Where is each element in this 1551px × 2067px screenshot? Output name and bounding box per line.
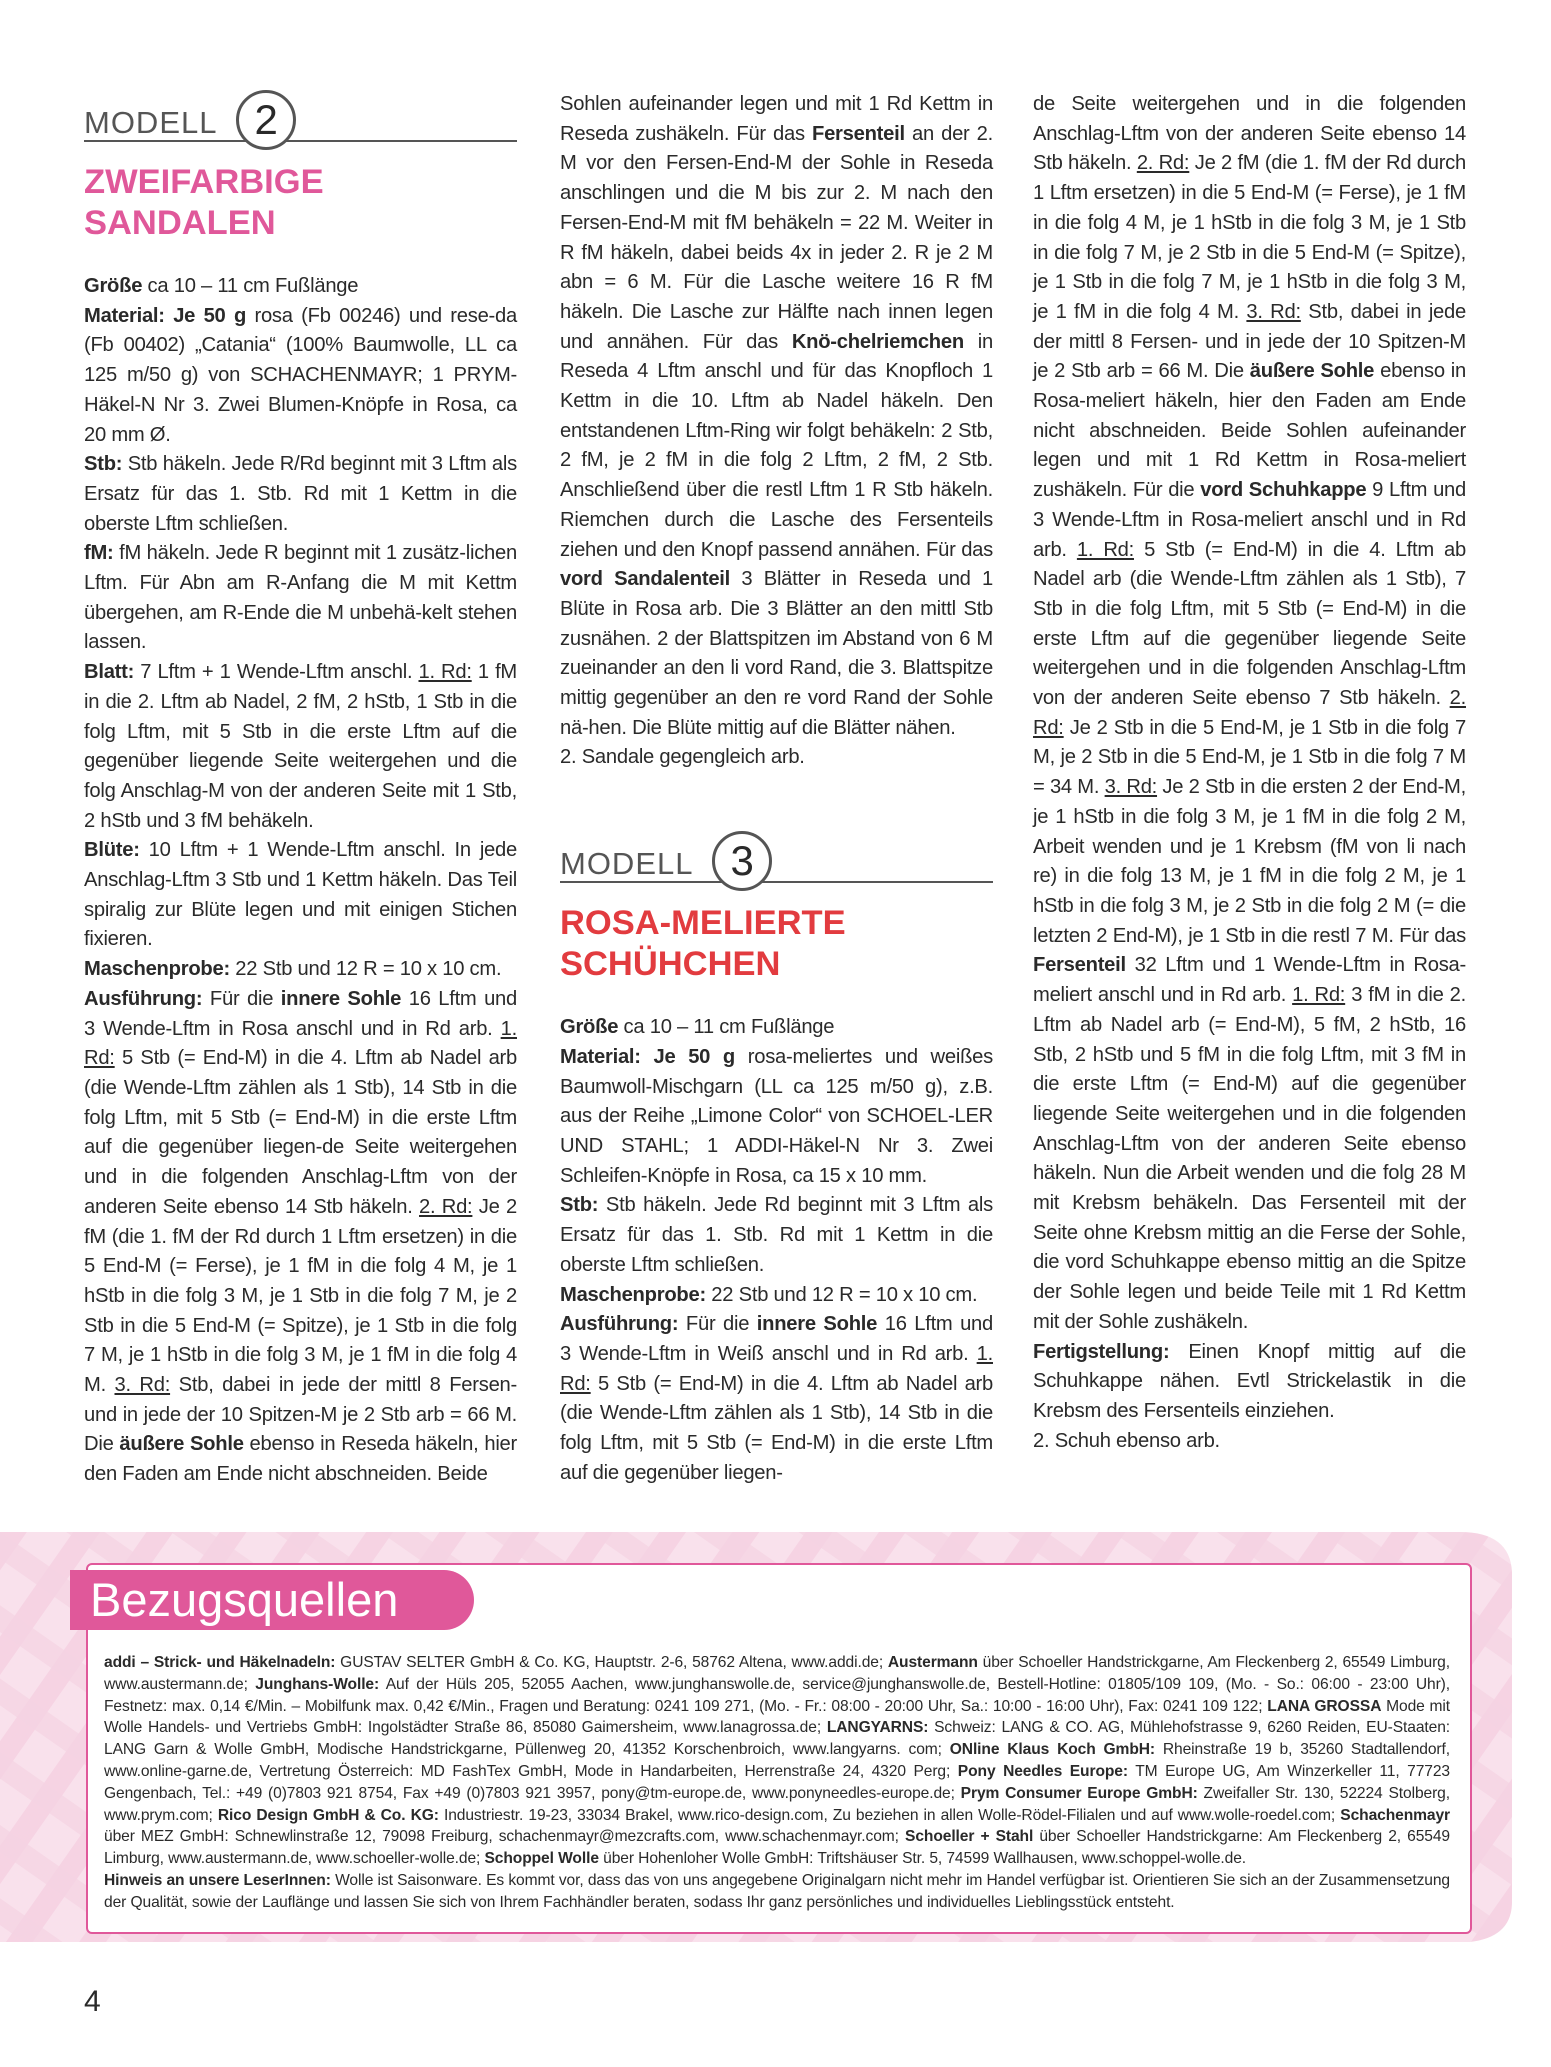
bluete-paragraph: Blüte: 10 Lftm + 1 Wende-Lftm anschl. In jede Anschlag-Lftm 3 Stb und 1 Kettm häkeln. Das Teil spiralig zur Blüte legen und mit einigen Stichen fixieren. — [84, 839, 517, 951]
fersenteil-paragraph: Sohlen aufeinander legen und mit 1 Rd Kettm in Reseda zushäkeln. Für das Fersenteil an der 2. M vor den Fersen-End-M der Sohle in Reseda anschlingen und die M bis zur 2. M nach den Fersen-End-M mit fM behäkeln = 22 M. Weiter in R fM häkeln, dabei beids 4x in jeder 2. R je 2 M abn = 6 M. Für die Lasche weitere 16 R fM häkeln. Die Lasche zur Hälfte nach innen legen und annähen. Für das Knö-chelriemchen in Reseda 4 Lftm anschl und für das Knopfloch 1 Kettm in die 10. Lftm ab Nadel häkeln. Den entstandenen Lftm-Ring wir folgt behäkeln: 2 Stb, 2 fM, je 2 fM in die folg 2 Lftm, 2 fM, 2 Stb. Anschließend über die restl Lftm 1 R Stb häkeln. Riemchen durch die Lasche des Fersenteils ziehen und den Knopf passend annähen. Für das vord Sandalenteil 3 Blätter in Reseda und 1 Blüte in Rosa arb. Die 3 Blätter an den mittl Stb zusnähen. 2 der Blattspitzen im Abstand von 6 M zueinander an den li vord Rand, die 3. Blattspitze mittig gegenüber an den re vord Rand der Sohle nä-hen. Die Blüte mittig auf die Blätter nähen. — [560, 93, 993, 739]
modell-2-title: ZWEIFARBIGE SANDALEN — [84, 163, 324, 242]
modell-3-block — [560, 829, 993, 1488]
bezugsquellen-title: Bezugsquellen — [70, 1570, 474, 1630]
ausfuehrung-paragraph: Ausführung: Für die innere Sohle 16 Lftm und 3 Wende-Lftm in Rosa anschl und in Rd arb. 1. Rd: 5 Stb (= End-M) in die 4. Lftm ab Nadel arb (die Wende-Lftm zählen als 1 Stb), 14 Stb in die folg Lftm, mit 5 Stb (= End-M) in die erste Lftm auf die gegenüber liegen-de Seite weitergehen und in die folgenden Anschlag-Lftm von der anderen Seite ebenso 14 Stb häkeln. 2. Rd: Je 2 fM (die 1. fM der Rd durch 1 Lftm ersetzen) in die 5 End-M (= Ferse), je 1 fM in die folg 4 M, je 1 hStb in die folg 3 M, je 1 Stb in die folg 7 M, je 2 Stb in die 5 End-M (= Spitze), je 1 Stb in die folg 7 M, je 1 hStb in die folg 3 M, je 1 fM in die folg 4 M. 3. Rd: Stb, dabei in jede der mittl 8 Fersen- und in jede der 10 Spitzen-M je 2 Stb arb = 66 M. Die äußere Sohle ebenso in Reseda häkeln, hier den Faden am Ende nicht abschneiden. Beide — [84, 987, 518, 1486]
modell-3-header — [560, 829, 993, 883]
schuh-2-paragraph: 2. Schuh ebenso arb. — [1033, 1429, 1220, 1452]
modell-2-header — [84, 88, 517, 142]
modell-label: MODELL — [560, 846, 694, 882]
ausfuehrung-paragraph: Ausführung: Für die innere Sohle 16 Lftm und 3 Wende-Lftm in Weiß anschl und in Rd arb. 1. Rd: 5 Stb (= End-M) in die 4. Lftm ab Nadel arb (die Wende-Lftm zählen als 1 Stb), 14 Stb in die folg Lftm, mit 5 Stb (= End-M) in die erste Lftm auf die gegenüber liegen- — [560, 1313, 993, 1484]
stb-paragraph: Stb: Stb häkeln. Jede R/Rd beginnt mit 3 Lftm als Ersatz für das 1. Stb. Rd mit 1 Kettm in die oberste Lftm schließen. — [84, 453, 517, 535]
fm-paragraph: fM: fM häkeln. Jede R beginnt mit 1 zusätz-lichen Lftm. Für Abn am R-Anfang die M mit Kettm übergehen, am R-Ende die M unbehä-kelt stehen lassen. — [84, 542, 517, 654]
groesse-paragraph: Größe ca 10 – 11 cm Fußlänge — [560, 1016, 835, 1039]
maschenprobe-paragraph: Maschenprobe: 22 Stb und 12 R = 10 x 10 cm. — [84, 958, 502, 981]
fertigstellung-paragraph: Fertigstellung: Einen Knopf mittig auf die Schuhkappe nähen. Evtl Strickelastik in die Krebsm des Fersenteils einziehen. — [1033, 1340, 1466, 1422]
modell-3-title: ROSA-MELIERTE SCHÜHCHEN — [560, 904, 846, 984]
column-1 — [84, 88, 517, 1490]
column-2 — [560, 90, 993, 1488]
material-paragraph: Material: Je 50 g rosa (Fb 00246) und rese-da (Fb 00402) „Catania“ (100% Baumwolle, LL ca 125 m/50 g) von SCHACHENMAYR; 1 PRYM-Häkel-N Nr 3. Zwei Blumen-Knöpfe in Rosa, ca 20 mm Ø. — [84, 304, 517, 446]
material-paragraph: Material: Je 50 g rosa-meliertes und weißes Baumwoll-Mischgarn (LL ca 125 m/50 g), z.B. aus der Reihe „Limone Color“ von SCHOEL-LER UND STAHL; 1 ADDI-Häkel-N Nr 3. Zwei Schleifen-Knöpfe in Rosa, ca 15 x 10 mm. — [560, 1045, 993, 1187]
stb-paragraph: Stb: Stb häkeln. Jede Rd beginnt mit 3 Lftm als Ersatz für das 1. Stb. Rd mit 1 Kettm in die oberste Lftm schließen. — [560, 1194, 993, 1276]
modell-number-badge: 2 — [236, 90, 296, 150]
hinweis-paragraph: Hinweis an unsere LeserInnen: Wolle ist Saisonware. Es kommt vor, dass das von uns angegebene Originalgarn nicht mehr im Handel verfügbar ist. Orientieren Sie sich an der Zusammensetzung der Qualität, sowie der Lauflänge und lassen Sie sich von Ihrem Fachhändler beraten, sodass Ihr ganz persönliches und individuelles Lieblingsstück entsteht. — [104, 1871, 1450, 1911]
sandale-2-paragraph: 2. Sandale gegengleich arb. — [560, 746, 805, 769]
page-number: 4 — [84, 1985, 101, 2018]
bezugsquellen-text — [104, 1652, 1450, 1914]
modell-number-badge: 3 — [712, 831, 772, 891]
sohle-continued-paragraph: de Seite weitergehen und in die folgenden Anschlag-Lftm von der anderen Seite ebenso 14 Stb häkeln. 2. Rd: Je 2 fM (die 1. fM der Rd durch 1 Lftm ersetzen) in die 5 End-M (= Ferse), je 1 fM in die folg 4 M, je 1 hStb in die folg 3 M, je 1 Stb in die folg 7 M, je 2 Stb in die 5 End-M (= Spitze), je 1 Stb in die folg 7 M, je 1 hStb in die folg 3 M, je 1 fM in die folg 4 M. 3. Rd: Stb, dabei in jede der mittl 8 Fersen- und in jede der 10 Spitzen-M je 2 Stb arb = 66 M. Die äußere Sohle ebenso in Rosa-meliert häkeln, hier den Faden am Ende nicht abschneiden. Beide Sohlen aufeinander legen und mit 1 Rd Kettm in Rosa-meliert zushäkeln. Für die vord Schuhkappe 9 Lftm und 3 Wende-Lftm in Rosa-meliert anschl und in Rd arb. 1. Rd: 5 Stb (= End-M) in die 4. Lftm ab Nadel arb (die Wende-Lftm zählen als 1 Stb), 7 Stb in die folg Lftm, mit 5 Stb (= End-M) in die erste Lftm auf die gegenüber liegende Seite weitergehen und in die folgenden Anschlag-Lftm von der anderen Seite ebenso 7 Stb häkeln. 2. Rd: Je 2 Stb in die 5 End-M, je 1 Stb in die folg 7 M, je 2 Stb in die 5 End-M, je 1 Stb in die folg 7 M = 34 M. 3. Rd: Je 2 Stb in die ersten 2 der End-M, je 1 hStb in die folg 3 M, je 1 fM in die folg 2 M, Arbeit wenden und je 1 Krebsm (fM von li nach re) in die folg 13 M, je 1 fM in die folg 2 M, je 1 hStb in die folg 3 M, je 2 Stb in die folg 2 M (= die letzten 2 End-M), je 1 Stb in die restl 7 M. Für das Fersenteil 32 Lftm und 1 Wende-Lftm in Rosa-meliert anschl und in Rd arb. 1. Rd: 3 fM in die 2. Lftm ab Nadel arb (= End-M), 5 fM, 2 hStb, 16 Stb, 2 hStb und 5 fM in die folg Lftm, mit 3 fM in die erste Lftm (= End-M) auf die gegenüber liegende Seite weitergehen und in die folgenden Anschlag-Lftm von der anderen Seite ebenso häkeln. Nun die Arbeit wenden und die folg 28 M mit Krebsm behäkeln. Das Fersenteil mit der Seite ohne Krebsm mittig an die Ferse der Sohle, die vord Schuhkappe ebenso mittig an die Spitze der Sohle legen und beide Teile mit 1 Rd Kettm mit der Sohle zushäkeln. — [1033, 93, 1467, 1333]
column-3 — [1033, 90, 1466, 1456]
modell-label: MODELL — [84, 105, 218, 141]
blatt-paragraph: Blatt: 7 Lftm + 1 Wende-Lftm anschl. 1. Rd: 1 fM in die 2. Lftm ab Nadel, 2 fM, 2 hStb, 1 Stb in die folg Lftm, mit 5 Stb in die erste Lftm auf die gegenüber liegende Seite weitergehen und die folg Anschlag-M von der anderen Seite mit 1 Stb, 2 hStb und 3 fM behäkeln. — [84, 661, 517, 832]
suppliers-paragraph: addi – Strick- und Häkelnadeln: GUSTAV SELTER GmbH & Co. KG, Hauptstr. 2-6, 58762 Altena, www.addi.de; Austermann über Schoeller Handstrickgarne, Am Fleckenberg 2, 65549 Limburg, www.austermann.de; Junghans-Wolle: Auf der Hüls 205, 52055 Aachen, www.junghanswolle.de, service@junghanswolle.de, Bestell-Hotline: 01805/109 109, (Mo. - So.: 06:00 - 23:00 Uhr), Festnetz: max. 0,14 €/Min. – Mobilfunk max. 0,42 €/Min., Fragen und Beratung: 0241 109 271, (Mo. - Fr.: 08:00 - 20:00 Uhr, Sa.: 10:00 - 16:00 Uhr), Fax: 0241 109 122; LANA GROSSA Mode mit Wolle Handels- und Vertriebs GmbH: Ingolstädter Straße 86, 85080 Gaimersheim, www.lanagrossa.de; LANGYARNS: Schweiz: LANG & CO. AG, Mühlehofstrasse 9, 6260 Reiden, EU-Staaten: LANG Garn & Wolle GmbH, Modische Handstrickgarne, Püllenweg 20, 41352 Korschenbroich, www.langyarns. com; ONline Klaus Koch GmbH: Rheinstraße 19 b, 35260 Stadtallendorf, www.online-garne.de, Vertretung Österreich: MD FashTex GmbH, Mode in Handarbeiten, Herrenstraße 24, 4320 Perg; Pony Needles Europe: TM Europe UG, Am Winzerkeller 11, 77723 Gengenbach, Tel.: +49 (0)7803 921 8754, Fax +49 (0)7803 921 3957, pony@tm-europe.de, www.ponyneedles-europe.de; Prym Consumer Europe GmbH: Zweifaller Str. 130, 52224 Stolberg, www.prym.com; Rico Design GmbH & Co. KG: Industriestr. 19-23, 33034 Brakel, www.rico-design.com, Zu beziehen in allen Wolle-Rödel-Filialen und auf www.wolle-roedel.com; Schachenmayr über MEZ GmbH: Schnewlinstraße 12, 79098 Freiburg, schachenmayr@mezcrafts.com, www.schachenmayr.com; Schoeller + Stahl über Schoeller Handstrickgarne: Am Fleckenberg 2, 65549 Limburg, www.austermann.de, www.schoeller-wolle.de; Schoppel Wolle über Hohenloher Wolle GmbH: Triftshäuser Str. 5, 74599 Wallhausen, www.schoppel-wolle.de. — [104, 1654, 1451, 1868]
groesse-paragraph: Größe ca 10 – 11 cm Fußlänge — [84, 275, 359, 297]
maschenprobe-paragraph: Maschenprobe: 22 Stb und 12 R = 10 x 10 cm. — [560, 1283, 978, 1306]
